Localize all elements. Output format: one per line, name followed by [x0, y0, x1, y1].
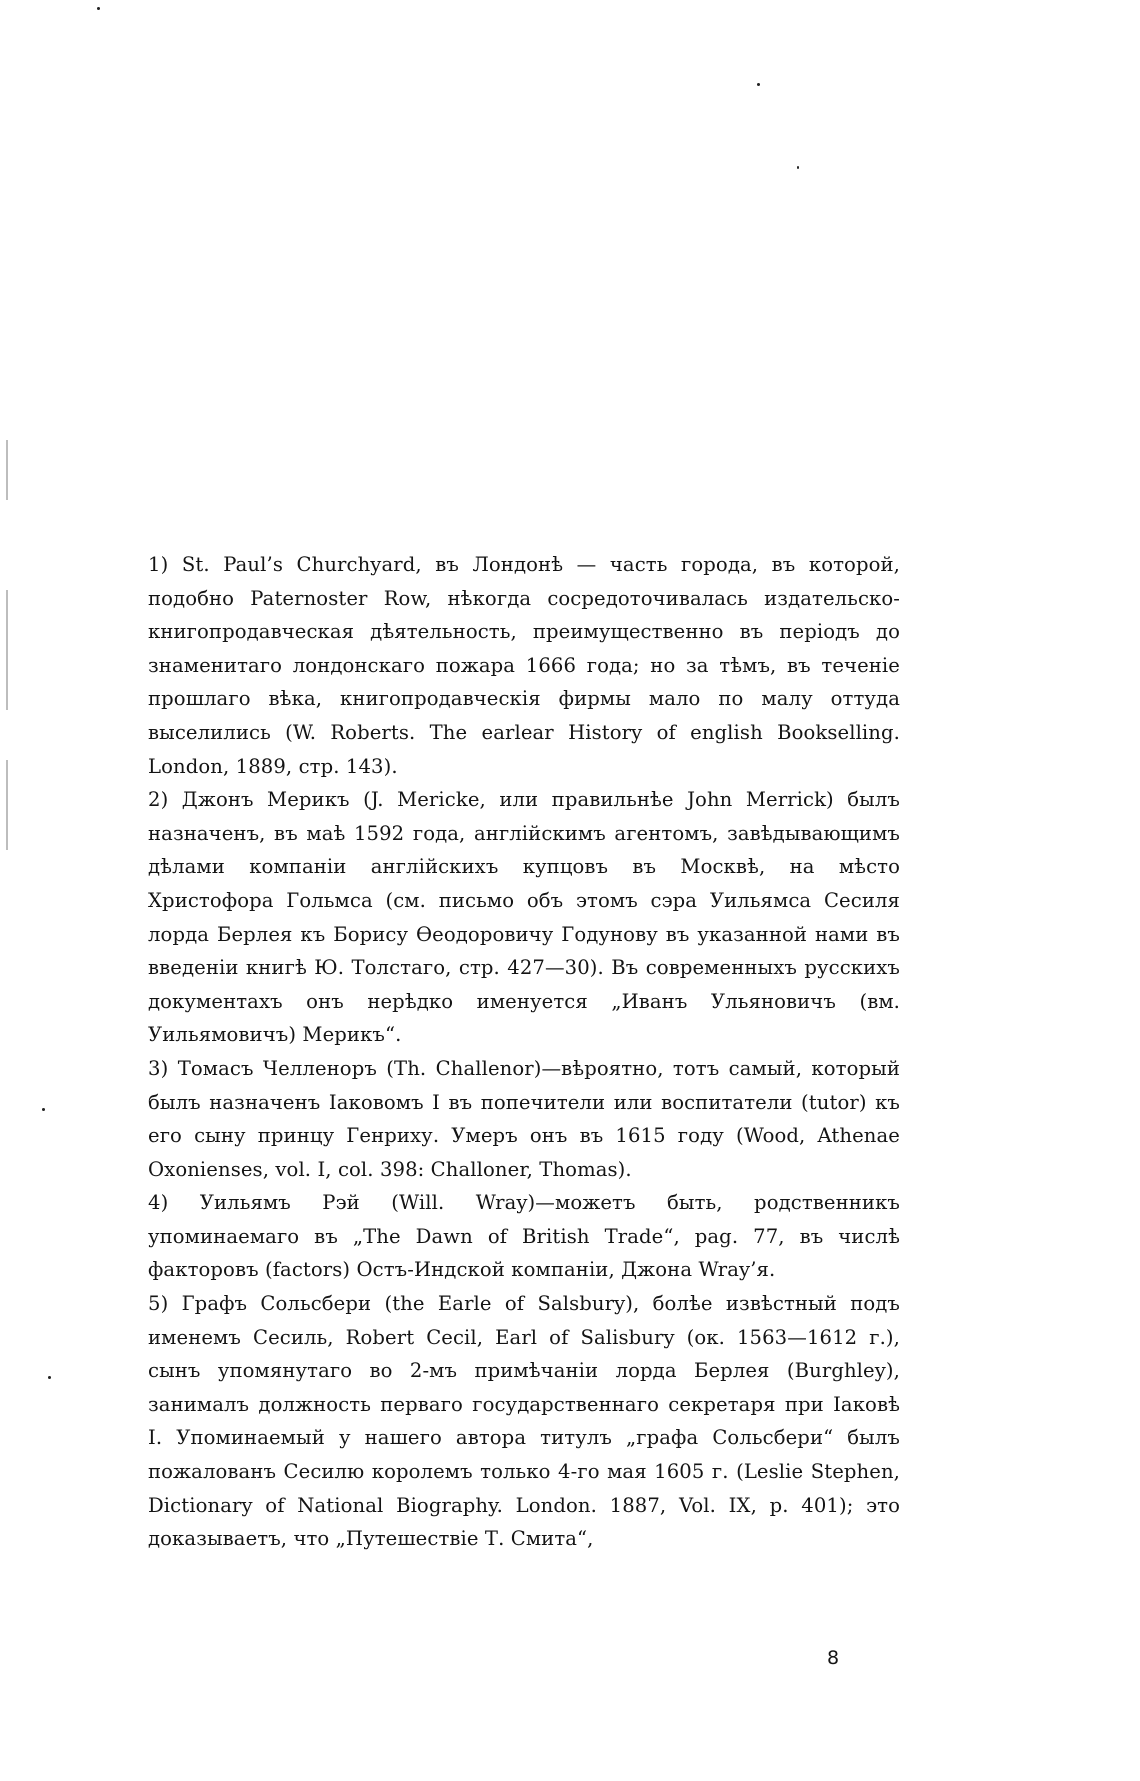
scan-speck	[97, 7, 100, 10]
footnote-1	[148, 548, 900, 783]
footnote-text: Уильямъ Рэй (Will. Wray)—можетъ быть, родственникъ упоминаемаго въ „The Dawn of British Trade“, pag. 77, въ числѣ факторовъ (factors) Остъ-Индской компаніи, Джона Wray’я.	[148, 1191, 900, 1282]
footnote-number: 4)	[148, 1191, 169, 1215]
footnote-text: Джонъ Мерикъ (J. Mericke, или правильнѣе John Merrick) былъ назначенъ, въ маѣ 1592 года, англійскимъ агентомъ, завѣдывающимъ дѣлами компаніи англійскихъ купцовъ въ Москвѣ, на мѣсто Христофора Гольмса (см. письмо объ этомъ сэра Уильямса Сесиля лорда Берлея къ Борису Ѳеодоровичу Годунову въ указанной нами въ введеніи книгѣ Ю. Толстаго, стр. 427—30). Въ современныхъ русскихъ документахъ онъ нерѣдко именуется „Иванъ Ульяновичъ (вм. Уильямовичъ) Мерикъ“.	[148, 788, 900, 1047]
footnote-2	[148, 783, 900, 1052]
footnote-3	[148, 1052, 900, 1186]
footnotes-block	[148, 548, 900, 1556]
footnote-number: 3)	[148, 1056, 169, 1080]
scan-speck	[757, 83, 760, 86]
footnote-number: 5)	[148, 1292, 169, 1316]
scan-edge-mark	[6, 590, 8, 710]
scan-edge-mark	[6, 440, 8, 500]
scan-edge-mark	[6, 760, 8, 850]
scan-speck	[48, 1376, 51, 1379]
scan-speck	[797, 166, 799, 169]
footnote-text: Томасъ Челленоръ (Th. Challenor)—вѣроятно, тотъ самый, который былъ назначенъ Іаковомъ I въ попечители или воспитатели (tutor) къ его сыну принцу Генриху. Умеръ онъ въ 1615 году (Wood, Athenae Oxonienses, vol. I, col. 398: Challoner, Thomas).	[148, 1056, 900, 1181]
footnote-number: 1)	[148, 553, 169, 576]
footnote-text: Графъ Сольсбери (the Earle of Salsbury), болѣе извѣстный подъ именемъ Сесиль, Robert Cecil, Earl of Salisbury (ок. 1563—1612 г.), сынъ упомянутаго во 2-мъ примѣчаніи лорда Берлея (Burghley), занималъ должность перваго государственнаго секретаря при Іаковѣ I. Упоминаемый у нашего автора титулъ „графа Сольсбери“ былъ пожалованъ Сесилю королемъ только 4-го мая 1605 г. (Leslie Stephen, Dictionary of National Biography. London. 1887, Vol. IX, p. 401); это доказываетъ, что „Путешествіе Т. Смита“,	[148, 1292, 900, 1551]
footnote-4	[148, 1186, 900, 1287]
scan-speck	[42, 1108, 45, 1111]
footnote-5	[148, 1287, 900, 1556]
footnote-text: St. Paul’s Churchyard, въ Лондонѣ — часть города, въ которой, подобно Paternoster Row, нѣкогда сосредоточивалась издательско-книгопродавческая дѣятельность, преимущественно въ періодъ до знаменитаго лондонскаго пожара 1666 года; но за тѣмъ, въ теченіе прошлаго вѣка, книгопродавческія фирмы мало по малу оттуда выселились (W. Roberts. The earlear History of english Bookselling. London, 1889, стр. 143).	[148, 553, 900, 778]
footnote-number: 2)	[148, 788, 169, 812]
page-number: 8	[827, 1647, 840, 1669]
